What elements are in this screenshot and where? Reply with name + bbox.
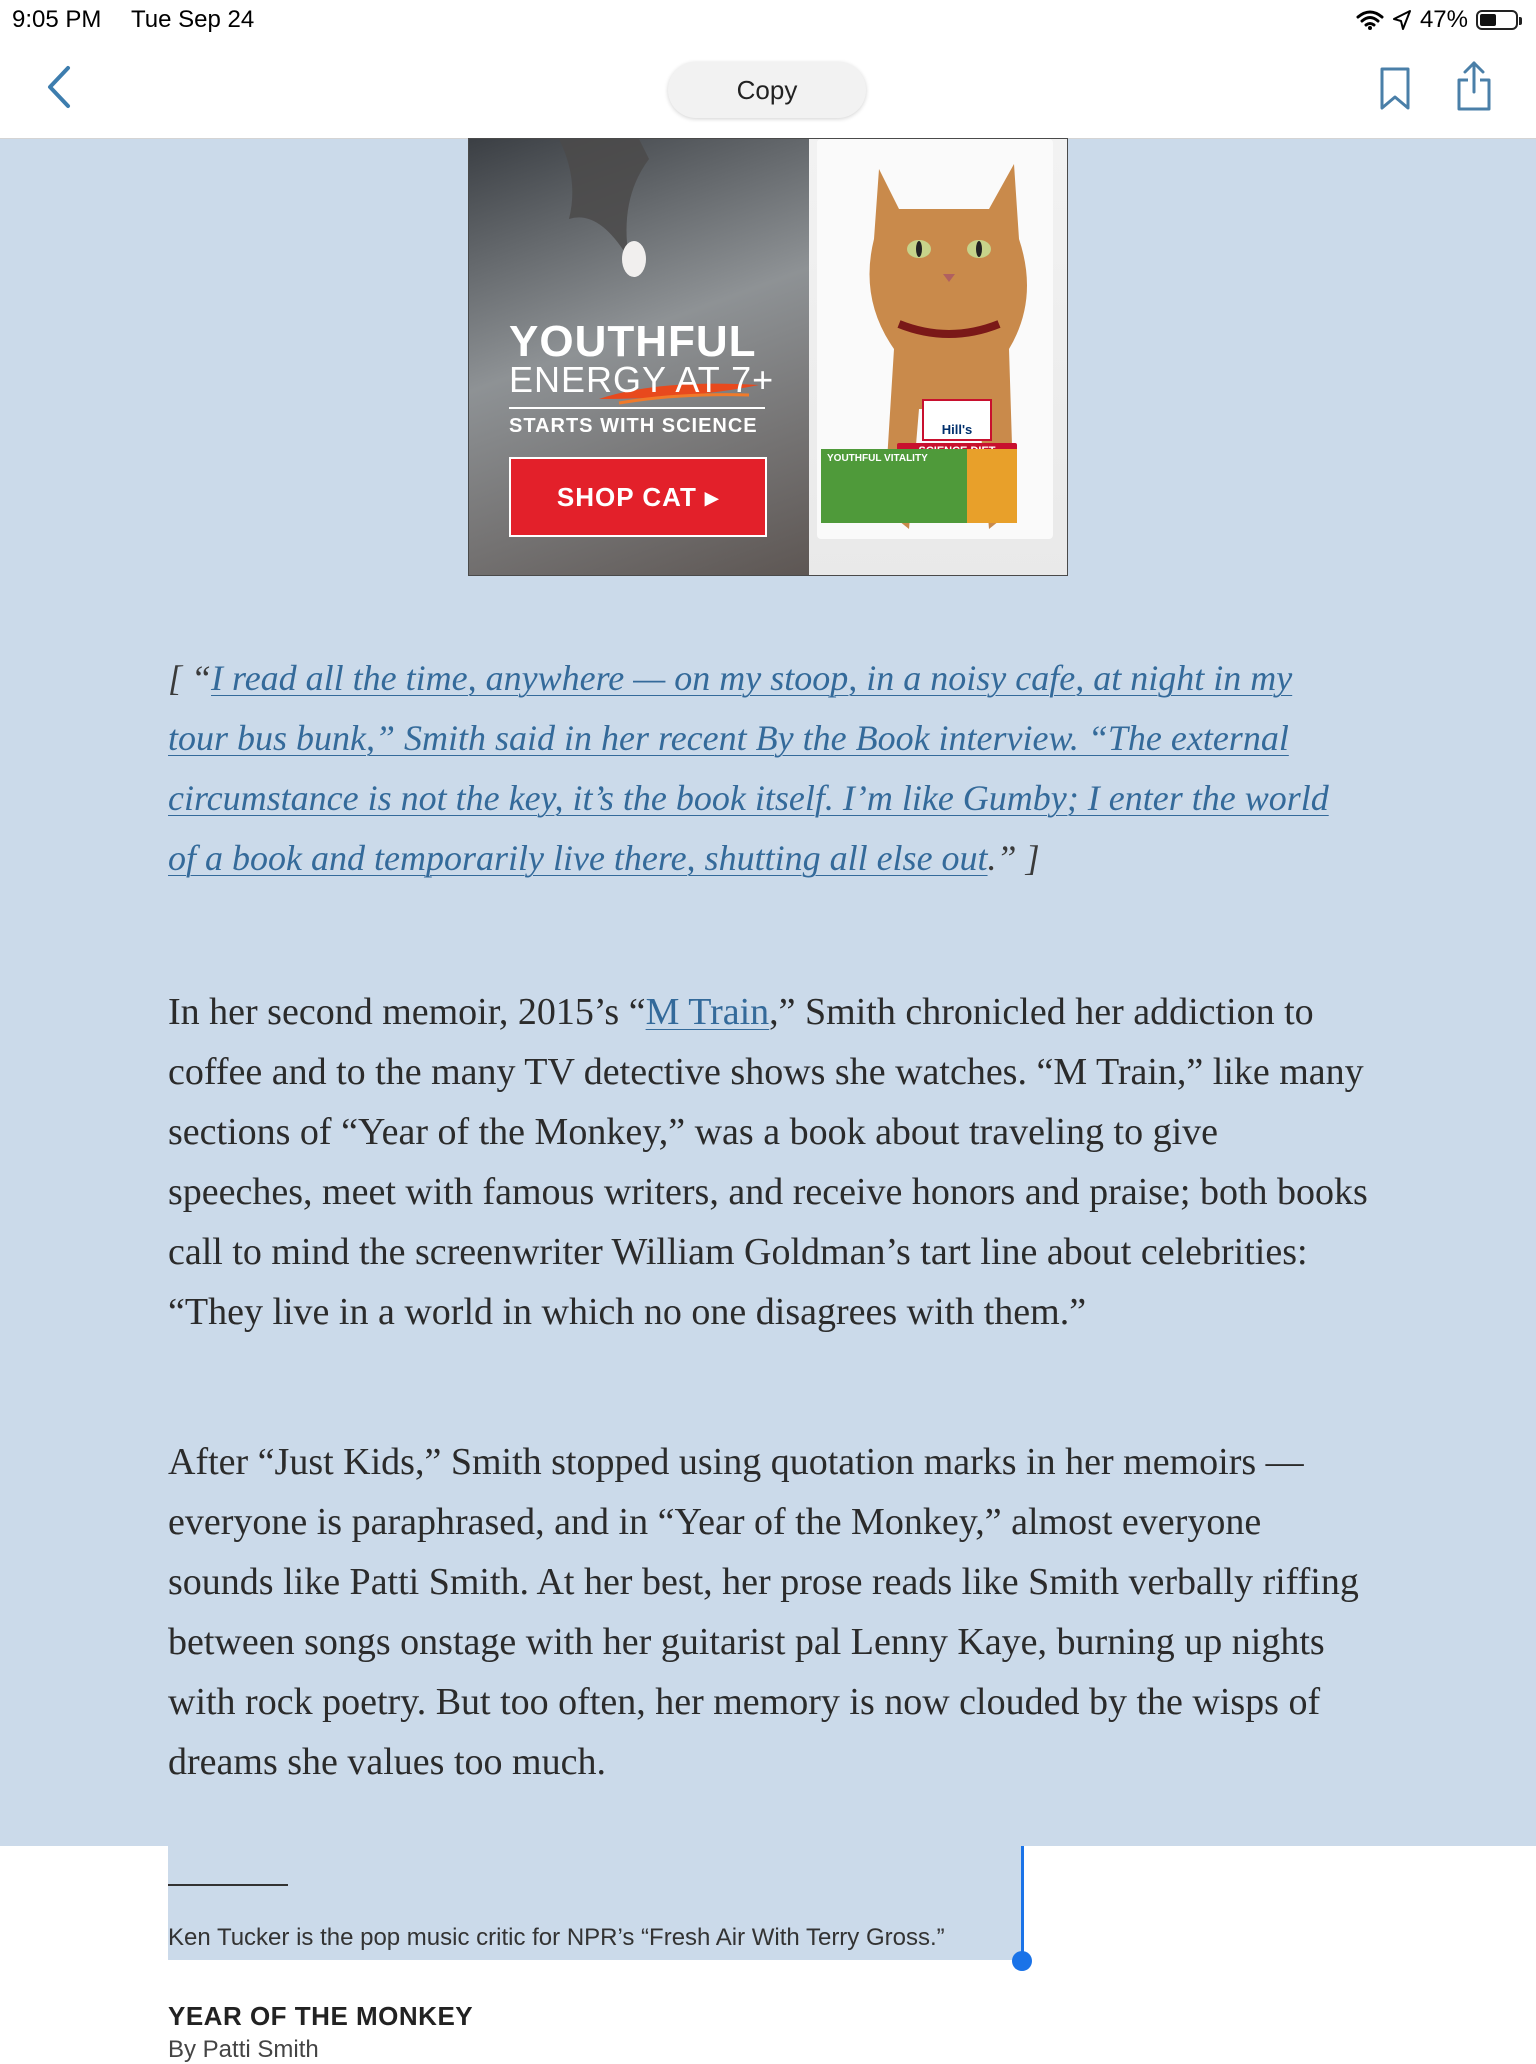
ad-subhead: STARTS WITH SCIENCE (509, 415, 758, 437)
ad-headline-line1: YOUTHFUL (509, 317, 757, 366)
paragraph-1-text-end: ,” Smith chronicled her addiction to coffee and to the many TV detective shows she watches. “M Train,” like many sections of “Year of the Monkey,” was a book about traveling to give speeches, meet with famous writers, and receive honors and praise; both books call to mind the screenwriter William Goldman’s tart line about celebrities: “They live in a world in which no one disagrees with them.” (168, 991, 1368, 1333)
section-divider (168, 1884, 288, 1886)
m-train-link[interactable]: M Train (645, 991, 770, 1033)
status-time: 9:05 PM (12, 6, 102, 33)
status-bar (0, 0, 1536, 40)
battery-percent: 47% (1419, 6, 1468, 33)
selection-end-handle-line[interactable] (1021, 1846, 1024, 1954)
ad-headline-line2: ENERGY AT 7+ (509, 359, 775, 400)
advertisement[interactable] (468, 138, 1068, 576)
selection-end-handle[interactable] (1012, 1951, 1032, 1971)
ad-divider (509, 407, 765, 409)
article-paragraph-2: After “Just Kids,” Smith stopped using quotation marks in her memoirs — everyone is paraphrased, and in “Year of the Monkey,” almost everyone sounds like Patti Smith. At her best, her prose reads like Smith verbally riffing between songs onstage with her guitarist pal Lenny Kaye, burning up nights with rock poetry. But too often, her memory is now clouded by the wisps of dreams she values too much. (168, 1441, 1359, 1783)
book-byline: By Patti Smith (168, 2036, 319, 2063)
article-paragraph-1 (168, 982, 1368, 1342)
share-icon (1456, 60, 1492, 112)
book-title: YEAR OF THE MONKEY (168, 2001, 474, 2031)
product-label-band (821, 449, 1017, 523)
pull-quote (168, 648, 1348, 888)
product-label: YOUTHFUL VITALITY (827, 453, 928, 464)
location-icon (1392, 9, 1412, 31)
shop-cat-button[interactable]: SHOP CAT ▸ (509, 457, 767, 537)
status-indicators (1356, 6, 1518, 34)
share-button[interactable] (1456, 60, 1492, 112)
top-toolbar (0, 40, 1536, 139)
wifi-icon (1356, 9, 1384, 31)
copy-button[interactable]: Copy (668, 62, 866, 118)
status-date: Tue Sep 24 (131, 6, 255, 33)
pull-quote-open: [ “ (168, 658, 212, 698)
battery-icon (1476, 10, 1518, 30)
battery-fill (1480, 14, 1496, 26)
bookmark-button[interactable] (1378, 66, 1412, 112)
pull-quote-close: .” ] (987, 838, 1040, 878)
kibble-image (967, 449, 1017, 523)
paragraph-1-text-start: In her second memoir, 2015’s “ (168, 991, 646, 1033)
hills-brand-mark: Hill's (922, 399, 992, 441)
leaping-cat-image (539, 139, 659, 289)
back-button[interactable] (40, 62, 80, 112)
chevron-left-icon (40, 62, 80, 112)
author-note: Ken Tucker is the pop music critic for NPR’s “Fresh Air With Terry Gross.” (168, 1924, 945, 1951)
by-the-book-link[interactable]: I read all the time, anywhere — on my stoop, in a noisy cafe, at night in my tour bus bunk,” Smith said in her recent By the Book interview. “The external circumstance is not the key, it’s the book itself. I’m like Gumby; I enter the world of a book and temporarily live there, shutting all else out (168, 658, 1329, 878)
bookmark-icon (1378, 66, 1412, 112)
